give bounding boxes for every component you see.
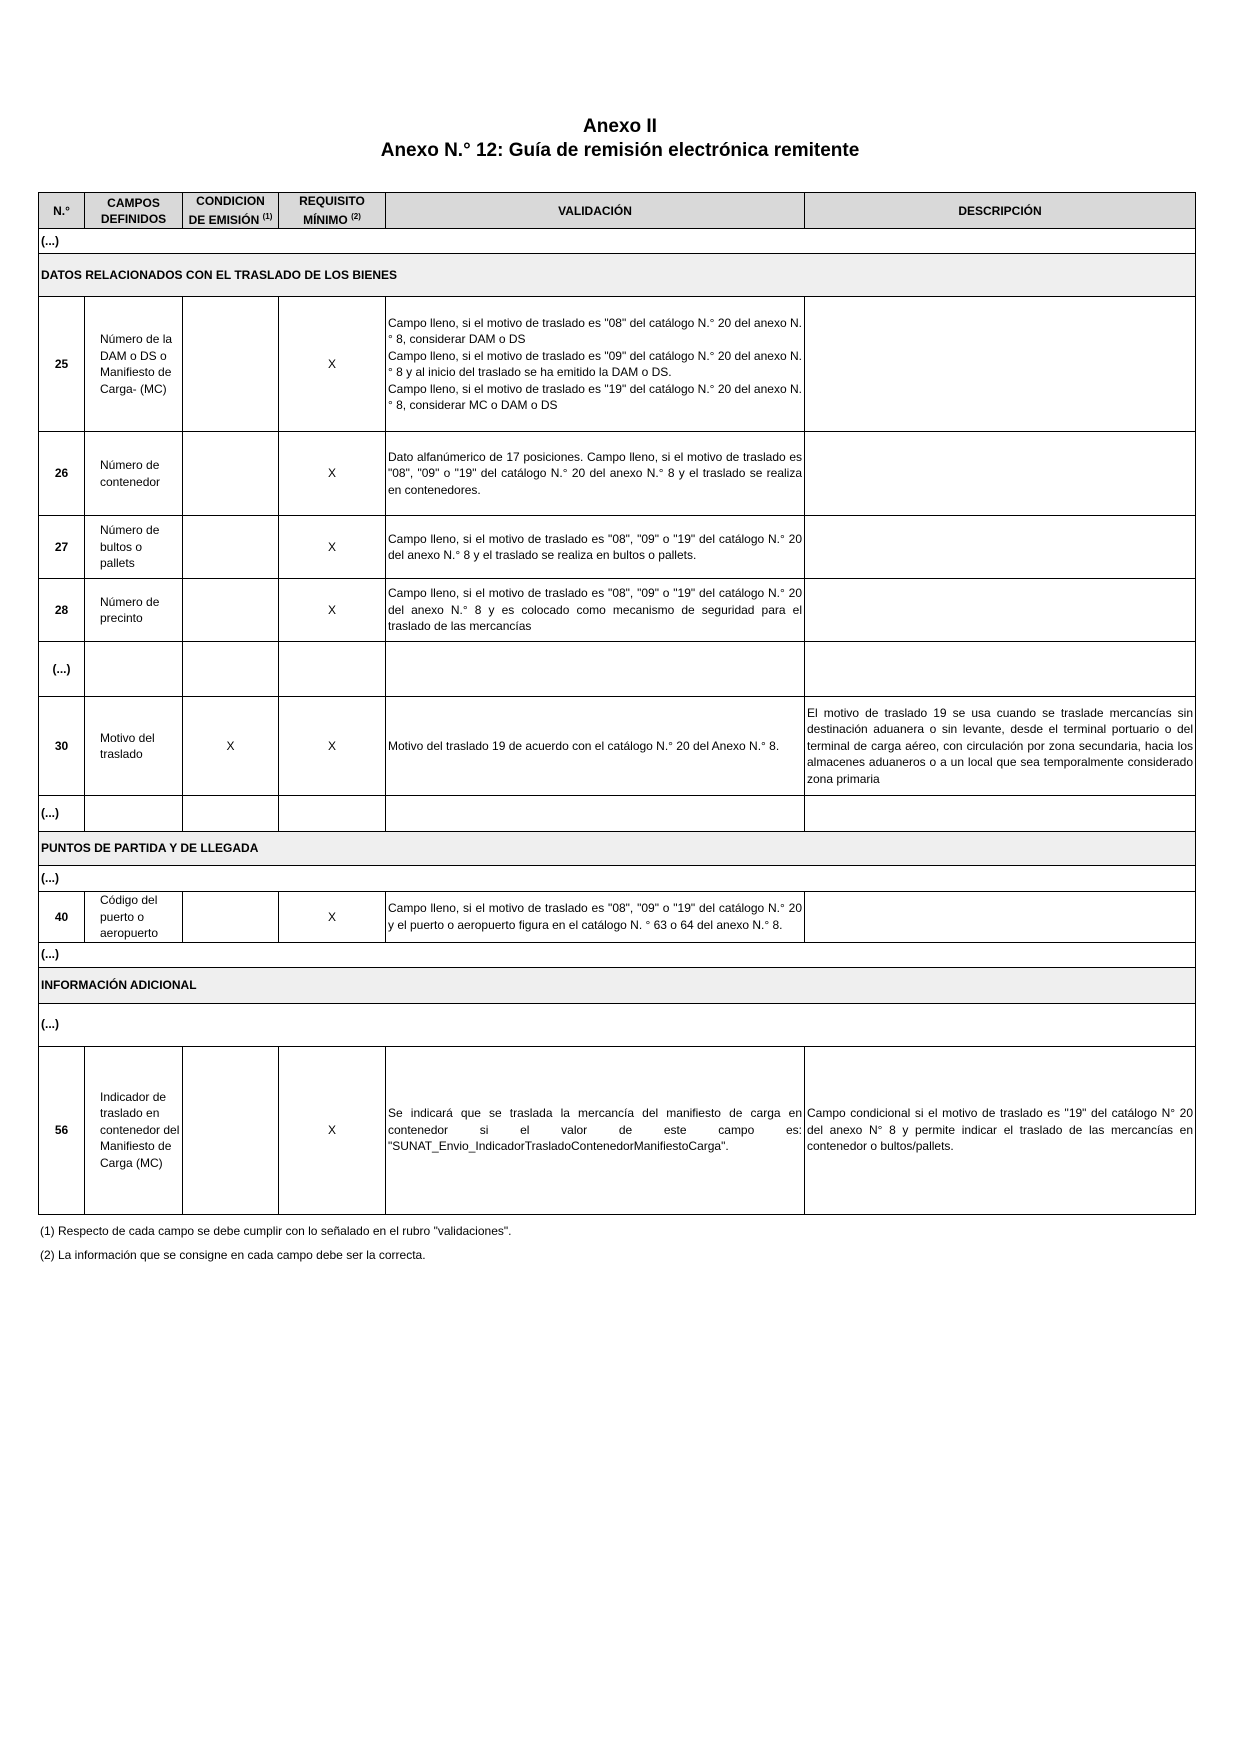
row-campo: Número de precinto: [85, 579, 183, 642]
row-requisito: X: [279, 579, 386, 642]
row-condicion: [183, 1046, 279, 1214]
row-validacion: Dato alfanúmerico de 17 posiciones. Campo lleno, si el motivo de traslado es "08", "09" o "19" del catálogo N.° 20 del anexo N.° 8 y el traslado se realiza en contenedores.: [386, 432, 805, 516]
table-row: [39, 892, 1196, 943]
table-row: [39, 516, 1196, 579]
row-condicion: [183, 516, 279, 579]
header-requisito: REQUISITO MÍNIMO $^{(2)}$: [279, 193, 386, 229]
row-requisito: X: [279, 297, 386, 432]
row-number: 27: [39, 516, 85, 579]
table-row: [39, 432, 1196, 516]
row-requisito: X: [279, 516, 386, 579]
annex-table: [38, 192, 1196, 1215]
row-number: 56: [39, 1046, 85, 1214]
row-number: 28: [39, 579, 85, 642]
footnote-2: (2) La información que se consigne en cada campo debe ser la correcta.: [40, 1248, 426, 1262]
section-row-info: INFORMACIÓN ADICIONAL: [39, 967, 1196, 1003]
ellipsis-row: (...): [39, 1003, 1196, 1046]
row-number: 30: [39, 697, 85, 796]
row-descripcion: [805, 516, 1196, 579]
row-campo: Número de la DAM o DS o Manifiesto de Carga- (MC): [85, 297, 183, 432]
row-validacion: Campo lleno, si el motivo de traslado es "08" del catálogo N.° 20 del anexo N.° 8, considerar DAM o DS Campo lleno, si el motivo de traslado es "09" del catálogo N.° 20 del anexo N.° 8 y al inicio del traslado se ha emitido la DAM o DS. Campo lleno, si el motivo de traslado es "19" del catálogo N.° 20 del anexo N.° 8, considerar MC o DAM o DS: [386, 297, 805, 432]
footnote-1: (1) Respecto de cada campo se debe cumplir con lo señalado en el rubro "validaciones".: [40, 1224, 512, 1238]
row-descripcion: Campo condicional si el motivo de traslado es "19" del catálogo N° 20 del anexo N° 8 y permite indicar el traslado de las mercancías en contenedor o bultos/pallets.: [805, 1046, 1196, 1214]
row-descripcion: [805, 892, 1196, 943]
annex-subtitle: Anexo N.° 12: Guía de remisión electrónica remitente: [380, 140, 860, 161]
table-header-row: [39, 193, 1196, 229]
ellipsis-row: (...): [39, 866, 1196, 892]
header-num: N.°: [39, 193, 85, 229]
ellipsis-row: (...): [39, 229, 1196, 254]
row-campo: Número de contenedor: [85, 432, 183, 516]
row-campo: Número de bultos o pallets: [85, 516, 183, 579]
row-validacion: Motivo del traslado 19 de acuerdo con el catálogo N.° 20 del Anexo N.° 8.: [386, 697, 805, 796]
row-requisito: X: [279, 432, 386, 516]
row-requisito: X: [279, 892, 386, 943]
ellipsis-row: (...): [39, 642, 1196, 697]
row-validacion: Campo lleno, si el motivo de traslado es "08", "09" o "19" del catálogo N.° 20 del anexo N.° 8 y el traslado se realiza en bultos o pallets.: [386, 516, 805, 579]
header-campos: CAMPOS DEFINIDOS: [85, 193, 183, 229]
row-campo: Indicador de traslado en contenedor del Manifiesto de Carga (MC): [85, 1046, 183, 1214]
row-validacion: Se indicará que se traslada la mercancía del manifiesto de carga en contenedor si el valor de este campo es: "SUNAT_Envio_IndicadorTrasladoContenedorManifiestoCarga".: [386, 1046, 805, 1214]
row-number: 25: [39, 297, 85, 432]
row-validacion: Campo lleno, si el motivo de traslado es "08", "09" o "19" del catálogo N.° 20 del anexo N.° 8 y es colocado como mecanismo de seguridad para el traslado de las mercancías: [386, 579, 805, 642]
row-number: 26: [39, 432, 85, 516]
row-campo: Código del puerto o aeropuerto: [85, 892, 183, 943]
annex-title: Anexo II: [583, 116, 657, 137]
ellipsis-row: (...): [39, 942, 1196, 967]
section-row-puntos: PUNTOS DE PARTIDA Y DE LLEGADA: [39, 832, 1196, 866]
row-number: 40: [39, 892, 85, 943]
header-condicion: CONDICION DE EMISIÓN $^{(1)}$: [183, 193, 279, 229]
row-descripcion: El motivo de traslado 19 se usa cuando se traslade mercancías sin destinación aduanera o sin levante, desde el terminal portuario o del terminal de carga aéreo, con circulación por zona secundaria, hacia los almacenes aduaneros o a un local que sea temporalmente considerado zona primaria: [805, 697, 1196, 796]
row-condicion: [183, 579, 279, 642]
row-validacion: Campo lleno, si el motivo de traslado es "08", "09" o "19" del catálogo N.° 20 y el puerto o aeropuerto figura en el catálogo N. ° 63 o 64 del anexo N.° 8.: [386, 892, 805, 943]
table-row: [39, 1046, 1196, 1214]
ellipsis-row: (...): [39, 796, 1196, 832]
row-requisito: X: [279, 1046, 386, 1214]
row-campo: Motivo del traslado: [85, 697, 183, 796]
row-requisito: X: [279, 697, 386, 796]
row-descripcion: [805, 579, 1196, 642]
header-validacion: VALIDACIÓN: [386, 193, 805, 229]
section-row-traslado: DATOS RELACIONADOS CON EL TRASLADO DE LOS BIENES: [39, 254, 1196, 297]
table-row: [39, 297, 1196, 432]
table-row: [39, 697, 1196, 796]
row-condicion: [183, 297, 279, 432]
row-descripcion: [805, 297, 1196, 432]
row-condicion: [183, 892, 279, 943]
row-descripcion: [805, 432, 1196, 516]
row-condicion: X: [183, 697, 279, 796]
row-condicion: [183, 432, 279, 516]
table-row: [39, 579, 1196, 642]
header-descripcion: DESCRIPCIÓN: [805, 193, 1196, 229]
